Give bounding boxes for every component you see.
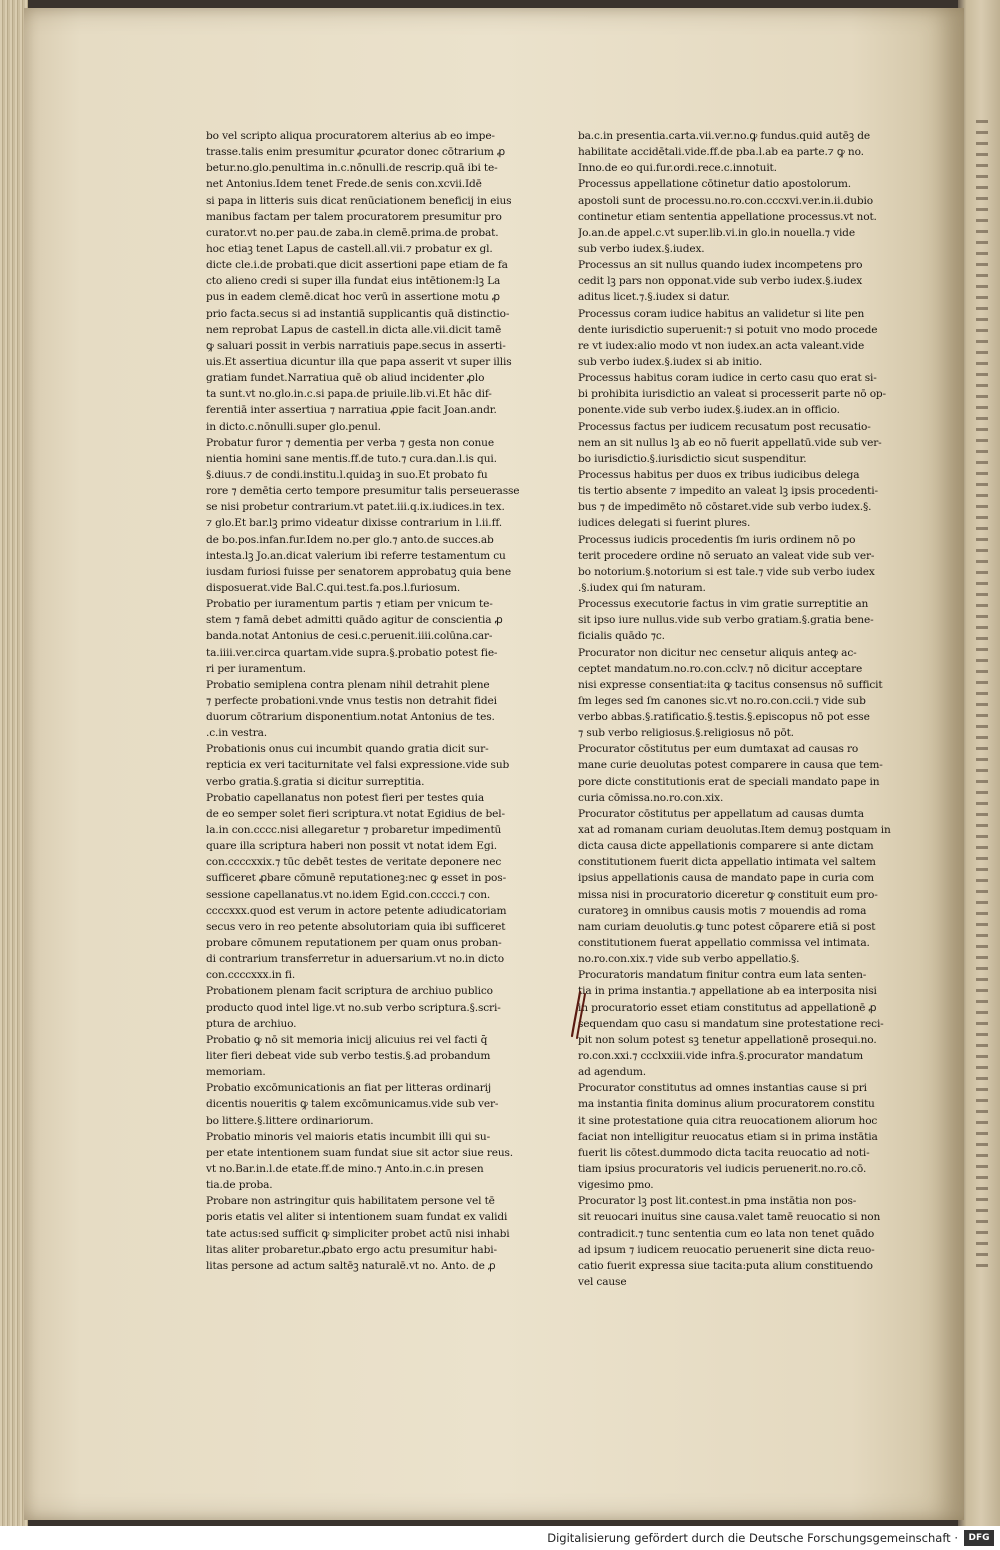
text-line: Processus coram iudice habitus an validetur si lite pen: [578, 307, 865, 320]
text-line: Probatio excōmunicationis an fiat per litteras ordinarij: [206, 1082, 492, 1095]
text-line: catio fuerit expressa siue tacita:puta alium constituendo: [578, 1259, 873, 1272]
text-line: ꝙ saluari possit in verbis narratiuis pape.secus in asserti-: [206, 339, 506, 352]
text-line: dente iurisdictio superuenit:⁊ si potuit vno modo procede: [578, 323, 878, 336]
text-line: vigesimo pmo.: [578, 1179, 654, 1192]
text-line: Procurator cōstitutus per appellatum ad causas dumta: [578, 807, 864, 820]
text-line: Probatio per iuramentum partis ⁊ etiam per vnicum te-: [206, 598, 493, 611]
text-line: Procurator lꝫ post lit.contest.in pma instātia non pos-: [578, 1195, 857, 1208]
text-line: poris etatis vel aliter si intentionem suam fundat ex validi: [206, 1211, 508, 1224]
text-line: se nisi probetur contrarium.vt patet.iii.q.ix.iudices.in tex.: [206, 501, 505, 514]
text-line: net Antonius.Idem tenet Frede.de senis con.xcvii.Idē: [206, 178, 482, 191]
text-line: ma instantia finita dominus alium procuratorem constitu: [578, 1098, 875, 1111]
text-line: tia in prima instantia.⁊ appellatione ab ea interposita nisi: [578, 985, 877, 998]
text-line: missa nisi in procuratorio diceretur ꝙ constituit eum pro-: [578, 888, 878, 901]
facing-page-edge: [958, 0, 1000, 1526]
text-line: nem reprobat Lapus de castell.in dicta alle.vii.dicit tamē: [206, 323, 502, 336]
text-line: terit procedere ordine nō seruato an valeat vide sub ver-: [578, 549, 875, 562]
text-line: cto alieno credi si super illa fundat eius intētionem:lꝫ La: [206, 275, 501, 288]
text-line: sequendam quo casu si mandatum sine protestatione reci-: [578, 1017, 884, 1030]
text-line: ſm leges sed ſm canones sic.vt no.ro.con.ccii.⁊ vide sub: [578, 694, 866, 707]
text-line: verbo abbas.§.ratificatio.§.testis.§.episcopus nō pot esse: [578, 711, 870, 724]
text-line: ptura de archiuo.: [206, 1017, 297, 1030]
text-line: constitutionem fuerit dicta appellatio intimata vel saltem: [578, 856, 876, 869]
text-line: ccccxxx.quod est verum in actore petente adiudicatoriam: [206, 904, 507, 917]
text-line: ro.con.xxi.⁊ ccclxxiii.vide infra.§.procurator mandatum: [578, 1050, 864, 1063]
text-line: nisi expresse consentiat:ita ꝙ tacitus consensus nō sufficit: [578, 678, 883, 691]
text-line: .§.iudex qui ſm naturam.: [578, 581, 706, 594]
text-line: pit non solum potest sꝫ tenetur appellationē prosequi.no.: [578, 1033, 877, 1046]
text-line: cedit lꝫ pars non opponat.vide sub verbo iudex.§.iudex: [578, 275, 863, 288]
text-line: quare illa scriptura haberi non possit vt notat idem Egi.: [206, 840, 497, 853]
text-line: curator.vt no.per pau.de zaba.in clemē.prima.de probat.: [206, 226, 499, 239]
text-line: ponente.vide sub verbo iudex.§.iudex.an in officio.: [578, 404, 840, 417]
text-line: ceptet mandatum.no.ro.con.cclv.⁊ nō dicitur acceptare: [578, 662, 863, 675]
text-line: iusdam furiosi fuisse per senatorem approbatuꝫ quia bene: [206, 565, 511, 578]
text-line: litas aliter probaretur.ꝓbato ergo actu presumitur habi-: [206, 1243, 497, 1256]
text-line: manibus factam per talem procuratorem presumitur pro: [206, 210, 502, 223]
text-line: ⁊ sub verbo religiosus.§.religiosus nō pōt.: [578, 727, 794, 740]
text-line: trasse.talis enim presumitur ꝓcurator donec cōtrarium ꝓ: [206, 146, 506, 159]
text-line: litas persone ad actum saltēꝫ naturalē.vt no. Anto. de ꝓ: [206, 1259, 496, 1272]
text-line: in dicto.c.nōnulli.super glo.penul.: [206, 420, 381, 433]
dfg-logo-icon: DFG: [964, 1530, 994, 1546]
text-line: curia cōmissa.no.ro.con.xix.: [578, 791, 724, 804]
right-text-column: [578, 128, 908, 1290]
text-line: Probatur furor ⁊ dementia per verba ⁊ gesta non conue: [206, 436, 494, 449]
text-line: pore dicte constitutionis erat de speciali mandato pape in: [578, 775, 880, 788]
text-line: fuerit lis cōtest.dummodo dicta tacita reuocatio ad noti-: [578, 1146, 870, 1159]
text-line: vt no.Bar.in.l.de etate.ff.de mino.⁊ Anto.in.c.in presen: [206, 1163, 484, 1175]
text-line: Probare non astringitur quis habilitatem persone vel tē: [206, 1195, 495, 1208]
text-line: .c.in vestra.: [206, 727, 267, 740]
text-line: sufficeret ꝓbare cōmunē reputationeꝫ:nec ꝙ esset in pos-: [206, 872, 507, 885]
text-line: it sine protestatione quia citra reuocationem aliorum hoc: [578, 1114, 878, 1127]
text-line: uis.Et assertiua dicuntur illa que papa asserit vt super illis: [206, 355, 512, 368]
text-line: Procurator constitutus ad omnes instantias cause si pri: [578, 1082, 867, 1095]
text-line: memoriam.: [206, 1066, 266, 1079]
text-line: de eo semper solet fieri scriptura.vt notat Egidius de bel-: [206, 807, 505, 820]
text-line: Processus factus per iudicem recusatum post recusatio-: [578, 420, 871, 433]
text-line: secus vero in reo petente absolutoriam quia ibi sufficeret: [206, 920, 506, 933]
text-line: Processus appellatione cōtinetur datio apostolorum.: [578, 178, 852, 191]
text-line: Probatio ꝙ nō sit memoria inicij alicuius rei vel facti q̄: [206, 1033, 488, 1046]
text-line: stem ⁊ famā debet admitti quādo agitur de conscientia ꝓ: [206, 614, 503, 627]
text-line: tiam ipsius procuratoris vel iudicis peruenerit.no.ro.cō.: [578, 1163, 867, 1175]
text-line: con.ccccxxx.in fi.: [206, 969, 296, 982]
text-line: xat ad romanam curiam deuolutas.Item demuꝫ postquam in: [578, 824, 891, 837]
text-line: ad ipsum ⁊ iudicem reuocatio peruenerit sine dicta reuo-: [578, 1243, 875, 1256]
text-line: Probatio semiplena contra plenam nihil detrahit plene: [206, 678, 490, 691]
text-line: tate actus:sed sufficit ꝙ simpliciter probet actū nisi inhabi: [206, 1227, 510, 1240]
text-line: si papa in litteris suis dicat renūciationem beneficij in eius: [206, 194, 512, 207]
text-line: vel cause: [578, 1275, 627, 1288]
text-line: gratiam fundet.Narratiua quē ob aliud incidenter ꝓlo: [206, 372, 485, 385]
text-line: duorum cōtrarium disponentium.notat Antonius de tes.: [206, 711, 495, 724]
text-line: ta.iiii.ver.circa quartam.vide supra.§.probatio potest fie-: [206, 646, 498, 659]
text-line: bo vel scripto aliqua procuratorem alterius ab eo impe-: [206, 130, 495, 142]
text-line: ficialis quādo ⁊c.: [578, 630, 665, 643]
text-line: intesta.lꝫ Jo.an.dicat valerium ibi referre testamentum cu: [206, 549, 506, 562]
text-line: sub verbo iudex.§.iudex.: [578, 242, 705, 255]
text-line: ⁊ perfecte probationi.vnde vnus testis non detrahit fidei: [206, 694, 497, 707]
text-line: rore ⁊ demētia certo tempore presumitur talis perseuerasse: [206, 485, 520, 498]
text-line: producto quod intel lige.vt no.sub verbo scriptura.§.scri-: [206, 1001, 501, 1014]
text-line: con.ccccxxix.⁊ tūc debēt testes de veritate deponere nec: [206, 856, 502, 869]
text-line: ipsius appellationis causa de mandato pape in curia com: [578, 872, 874, 885]
text-line: Processus an sit nullus quando iudex incompetens pro: [578, 259, 863, 272]
text-line: re vt iudex:alio modo vt non iudex.an acta valeant.vide: [578, 339, 865, 352]
margin-ink-mark-icon: [566, 990, 590, 1040]
text-line: repticia ex veri taciturnitate vel falsi expressione.vide sub: [206, 759, 510, 772]
text-line: curatoreꝫ in omnibus causis motis ⁊ mouendis ad roma: [578, 904, 867, 917]
text-line: banda.notat Antonius de cesi.c.peruenit.iiii.colūna.car-: [206, 630, 493, 643]
text-line: ta sunt.vt no.glo.in.c.si papa.de priuile.lib.vi.Et hāc dif-: [206, 388, 492, 401]
text-line: Probatio capellanatus non potest fieri per testes quia: [206, 791, 484, 804]
text-line: Probatio minoris vel maioris etatis incumbit illi qui su-: [206, 1130, 491, 1143]
text-line: in procuratorio esset etiam constitutus ad appellationē ꝓ: [578, 1001, 877, 1014]
text-line: faciat non intelligitur reuocatus etiam si in prima instātia: [578, 1130, 878, 1143]
text-line: Procuratoris mandatum finitur contra eum lata senten-: [578, 969, 867, 982]
text-line: Procurator cōstitutus per eum dumtaxat ad causas ro: [578, 743, 859, 756]
text-line: nam curiam deuolutis.ꝙ tunc potest cōparere etiā si post: [578, 920, 876, 933]
text-line: Jo.an.de appel.c.vt super.lib.vi.in glo.in nouella.⁊ vide: [578, 226, 855, 239]
text-line: apostoli sunt de processu.no.ro.con.cccxvi.ver.in.ii.dubio: [578, 194, 874, 207]
text-line: Processus habitus per duos ex tribus iudicibus delega: [578, 468, 860, 481]
text-line: Inno.de eo qui.fur.ordi.rece.c.innotuit.: [578, 162, 777, 175]
text-line: bo iurisdictio.§.iurisdictio sicut suspenditur.: [578, 452, 807, 465]
footer-bar: [0, 1526, 1000, 1550]
text-line: constitutionem fuerat appellatio commissa vel intimata.: [578, 937, 870, 950]
text-line: ferentiā inter assertiua ⁊ narratiua ꝓpie facit Joan.andr.: [206, 404, 497, 417]
text-line: verbo gratia.§.gratia si dicitur surreptitia.: [206, 775, 425, 788]
text-line: bus ⁊ de impedimēto nō cōstaret.vide sub verbo iudex.§.: [578, 501, 872, 514]
text-line: Probationis onus cui incumbit quando gratia dicit sur-: [206, 743, 489, 756]
text-line: disposuerat.vide Bal.C.qui.test.fa.pos.l.furiosum.: [206, 581, 461, 594]
text-line: ri per iuramentum.: [206, 662, 306, 675]
text-line: Procurator non dicitur nec censetur aliquis anteꝙ ac-: [578, 646, 857, 659]
text-line: betur.no.glo.penultima in.c.nōnulli.de rescrip.quā ibi te-: [206, 162, 498, 175]
text-line: tia.de proba.: [206, 1179, 273, 1192]
text-line: Processus executorie factus in vim gratie surreptitie an: [578, 598, 869, 611]
text-line: sit reuocari inuitus sine causa.valet tamē reuocatio si non: [578, 1211, 881, 1224]
left-text-column: [206, 128, 532, 1274]
text-line: de bo.pos.infan.fur.Idem no.per glo.⁊ anto.de succes.ab: [206, 533, 494, 546]
text-line: sub verbo iudex.§.iudex si ab initio.: [578, 355, 763, 368]
text-line: aditus licet.⁊.§.iudex si datur.: [578, 291, 730, 304]
text-line: sessione capellanatus.vt no.idem Egid.con.cccci.⁊ con.: [206, 888, 491, 901]
text-line: mane curie deuolutas potest comparere in causa que tem-: [578, 759, 883, 772]
text-line: hoc etiaꝫ tenet Lapus de castell.all.vii.⁊ probatur ex gl.: [206, 242, 493, 255]
text-line: nem an sit nullus lꝫ ab eo nō fuerit appellatū.vide sub ver-: [578, 436, 882, 449]
text-line: dicentis noueritis ꝙ talem excōmunicamus.vide sub ver-: [206, 1098, 499, 1111]
text-line: probare cōmunem reputationem per quam onus proban-: [206, 937, 502, 950]
text-line: ⁊ glo.Et bar.lꝫ primo videatur dixisse contrarium in l.ii.ff.: [206, 517, 502, 530]
text-line: Processus iudicis procedentis ſm iuris ordinem nō po: [578, 533, 856, 546]
text-line: ad agendum.: [578, 1066, 647, 1079]
text-line: Processus habitus coram iudice in certo casu quo erat si-: [578, 372, 877, 385]
text-line: bo littere.§.littere ordinariorum.: [206, 1114, 374, 1127]
text-line: contradicit.⁊ tunc sententia cum eo lata non tenet quādo: [578, 1227, 875, 1240]
text-line: bo notorium.§.notorium si est tale.⁊ vide sub verbo iudex: [578, 565, 875, 578]
text-line: continetur etiam sententia appellatione processus.vt not.: [578, 210, 877, 223]
text-line: Probationem plenam facit scriptura de archiuo publico: [206, 985, 493, 998]
facing-page-text-bleed: [976, 120, 988, 1270]
text-line: §.diuus.⁊ de condi.institu.l.quidaꝫ in suo.Et probato fu: [206, 468, 488, 481]
text-line: nientia homini sane mentis.ff.de tuto.⁊ cura.dan.l.is qui.: [206, 452, 497, 465]
text-line: sit ipso iure nullus.vide sub verbo gratiam.§.gratia bene-: [578, 614, 874, 627]
text-line: ba.c.in presentia.carta.vii.ver.no.ꝙ fundus.quid autēꝫ de: [578, 130, 870, 142]
text-line: la.in con.cccc.nisi allegaretur ⁊ probaretur impedimentū: [206, 824, 502, 837]
text-line: dicta causa dicte appellationis comparere si ante dictam: [578, 840, 874, 853]
funding-credit: Digitalisierung gefördert durch die Deutsche Forschungsgemeinschaft ·: [547, 1531, 958, 1545]
text-line: bi prohibita iurisdictio an valeat si processerit parte nō op-: [578, 388, 886, 401]
text-line: prio facta.secus si ad instantiā supplicantis quā distinctio-: [206, 307, 510, 320]
text-line: habilitate accidētali.vide.ff.de pba.l.ab ea parte.⁊ ꝙ no.: [578, 146, 864, 159]
text-line: di contrarium transferretur in aduersarium.vt no.in dicto: [206, 953, 505, 966]
text-line: liter fieri debeat vide sub verbo testis.§.ad probandum: [206, 1050, 491, 1063]
text-line: no.ro.con.xix.⁊ vide sub verbo appellatio.§.: [578, 953, 800, 966]
text-line: pus in eadem clemē.dicat hoc verū in assertione motu ꝓ: [206, 291, 500, 304]
text-line: iudices delegati si fuerint plures.: [578, 517, 751, 530]
text-line: per etate intentionem suam fundat siue sit actor siue reus.: [206, 1146, 514, 1159]
text-line: dicte cle.i.de probati.que dicit assertioni pape etiam de fa: [206, 259, 508, 272]
text-line: tis tertio absente ⁊ impedito an valeat lꝫ ipsis procedenti-: [578, 485, 878, 498]
